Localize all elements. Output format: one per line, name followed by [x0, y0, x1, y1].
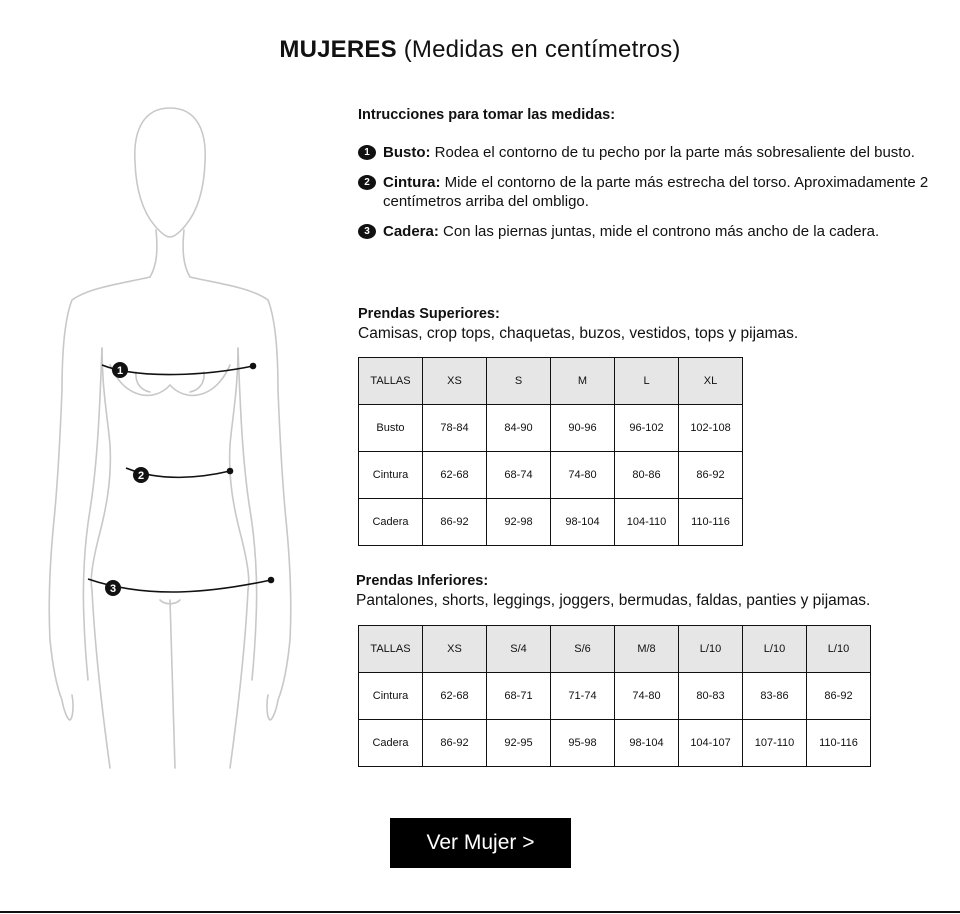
svg-text:3: 3: [109, 583, 117, 595]
table-cell: 104-110: [615, 499, 679, 546]
table-header-cell: L: [615, 358, 679, 405]
upper-title: Prendas Superiores:: [358, 306, 500, 322]
ver-mujer-button[interactable]: Ver Mujer >: [390, 818, 571, 868]
table-cell: 68-74: [487, 452, 551, 499]
table-cell: 74-80: [551, 452, 615, 499]
table-header-row: [359, 358, 743, 405]
step-cadera: [358, 222, 938, 241]
table-header-cell: XL: [679, 358, 743, 405]
step-number: 2: [358, 175, 376, 190]
step-text: Con las piernas juntas, mide el controno más ancho de la cadera.: [438, 223, 880, 240]
upper-description: Camisas, crop tops, chaquetas, buzos, vestidos, tops y pijamas.: [358, 325, 799, 342]
table-cell: Cintura: [359, 452, 423, 499]
step-label: Cintura:: [383, 174, 441, 191]
instructions-heading: Intrucciones para tomar las medidas:: [358, 107, 616, 123]
table-cell: 95-98: [551, 720, 615, 767]
table-cell: 98-104: [615, 720, 679, 767]
table-cell: 78-84: [423, 405, 487, 452]
svg-text:2: 2: [137, 470, 145, 482]
table-header-cell: M/8: [615, 626, 679, 673]
table-cell: Cadera: [359, 499, 423, 546]
instructions: [358, 106, 938, 252]
table-cell: 96-102: [615, 405, 679, 452]
table-row: [359, 405, 743, 452]
lower-title: Prendas Inferiores:: [356, 573, 489, 589]
table-cell: 86-92: [807, 673, 871, 720]
lower-size-table: [358, 625, 871, 767]
table-header-cell: XS: [423, 626, 487, 673]
table-cell: 104-107: [679, 720, 743, 767]
table-header-cell: L/10: [743, 626, 807, 673]
table-row: [359, 673, 871, 720]
table-cell: 84-90: [487, 405, 551, 452]
table-header-cell: L/10: [679, 626, 743, 673]
marker-3: [105, 580, 121, 596]
step-label: Cadera:: [383, 223, 439, 240]
step-number: 3: [358, 224, 376, 239]
table-cell: 98-104: [551, 499, 615, 546]
table-row: [359, 720, 871, 767]
table-header-row: [359, 626, 871, 673]
step-busto: [358, 143, 938, 162]
marker-1: [112, 362, 128, 378]
page-title: [0, 36, 960, 64]
step-text: Mide el contorno de la parte más estrecha del torso. Aproximadamente 2 centímetros arriba del ombligo.: [383, 174, 929, 210]
table-cell: 86-92: [423, 499, 487, 546]
table-cell: 86-92: [679, 452, 743, 499]
table-cell: 92-98: [487, 499, 551, 546]
body-figure: [40, 100, 300, 780]
table-header-cell: TALLAS: [359, 626, 423, 673]
svg-text:1: 1: [116, 365, 124, 377]
table-cell: 80-83: [679, 673, 743, 720]
table-cell: 62-68: [423, 452, 487, 499]
table-header-cell: M: [551, 358, 615, 405]
divider: [0, 911, 960, 913]
table-header-cell: L/10: [807, 626, 871, 673]
marker-2: [133, 467, 149, 483]
table-cell: 110-116: [679, 499, 743, 546]
table-header-cell: S: [487, 358, 551, 405]
step-label: Busto:: [383, 144, 431, 161]
upper-size-table: [358, 357, 743, 546]
table-cell: 92-95: [487, 720, 551, 767]
table-cell: 62-68: [423, 673, 487, 720]
title-bold: MUJERES: [279, 36, 397, 63]
table-row: [359, 499, 743, 546]
table-cell: 102-108: [679, 405, 743, 452]
table-cell: 90-96: [551, 405, 615, 452]
table-cell: 107-110: [743, 720, 807, 767]
table-cell: Cintura: [359, 673, 423, 720]
table-cell: 83-86: [743, 673, 807, 720]
table-header-cell: S/6: [551, 626, 615, 673]
step-cintura: [358, 173, 938, 211]
table-header-cell: S/4: [487, 626, 551, 673]
table-cell: 80-86: [615, 452, 679, 499]
table-cell: 68-71: [487, 673, 551, 720]
lower-description: Pantalones, shorts, leggings, joggers, bermudas, faldas, panties y pijamas.: [356, 592, 871, 609]
table-cell: 74-80: [615, 673, 679, 720]
table-cell: Cadera: [359, 720, 423, 767]
table-cell: Busto: [359, 405, 423, 452]
table-header-cell: TALLAS: [359, 358, 423, 405]
title-rest: (Medidas en centímetros): [396, 36, 681, 63]
table-cell: 110-116: [807, 720, 871, 767]
step-text: Rodea el contorno de tu pecho por la parte más sobresaliente del busto.: [430, 144, 915, 161]
table-row: [359, 452, 743, 499]
step-number: 1: [358, 145, 376, 160]
table-cell: 71-74: [551, 673, 615, 720]
table-cell: 86-92: [423, 720, 487, 767]
table-header-cell: XS: [423, 358, 487, 405]
